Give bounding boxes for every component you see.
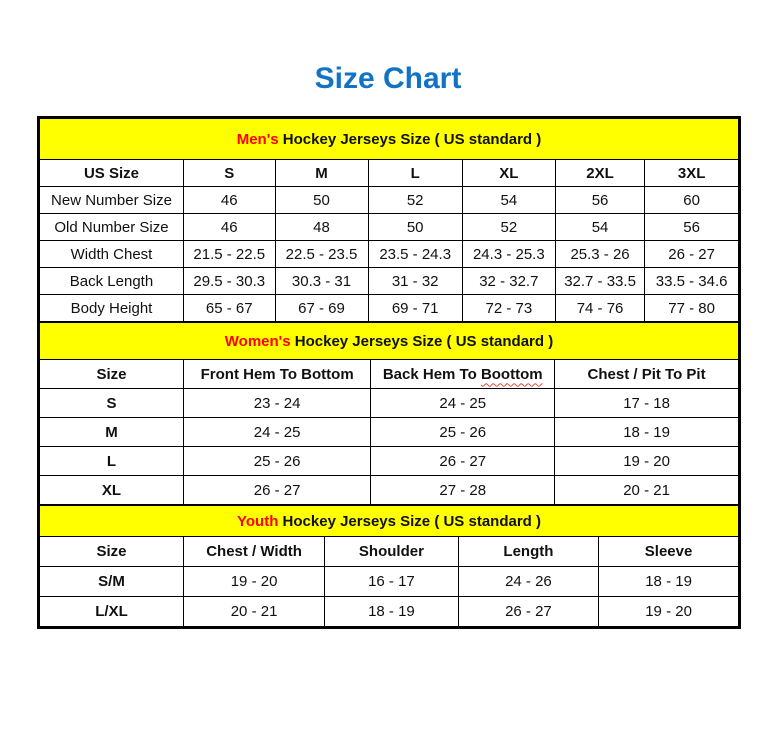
- table-row: [40, 447, 739, 476]
- data-cell: 48: [275, 214, 368, 241]
- data-cell: 18 - 19: [599, 567, 739, 597]
- column-header-cell: L: [368, 160, 462, 187]
- data-cell: 31 - 32: [368, 268, 462, 295]
- row-label-cell: XL: [40, 476, 184, 505]
- data-cell: 25 - 26: [371, 418, 555, 447]
- column-header-cell: XL: [462, 160, 555, 187]
- data-cell: 26 - 27: [458, 597, 598, 627]
- row-label-cell: Width Chest: [40, 241, 184, 268]
- data-cell: 56: [555, 187, 644, 214]
- column-header-cell: Shoulder: [325, 537, 459, 567]
- section-heading-rest: Hockey Jerseys Size ( US standard ): [278, 512, 541, 530]
- table-row: [40, 597, 739, 627]
- data-cell: 32 - 32.7: [462, 268, 555, 295]
- row-label-cell: New Number Size: [40, 187, 184, 214]
- data-cell: 19 - 20: [183, 567, 324, 597]
- table-row: [40, 567, 739, 597]
- data-cell: 52: [368, 187, 462, 214]
- table-row: [40, 389, 739, 418]
- data-cell: 29.5 - 30.3: [183, 268, 275, 295]
- data-cell: 69 - 71: [368, 295, 462, 322]
- row-label-cell: Body Height: [40, 295, 184, 322]
- data-cell: 54: [555, 214, 644, 241]
- data-cell: 32.7 - 33.5: [555, 268, 644, 295]
- column-header-cell: Size: [40, 360, 184, 389]
- row-label-cell: Back Length: [40, 268, 184, 295]
- data-cell: 65 - 67: [183, 295, 275, 322]
- data-cell: 24.3 - 25.3: [462, 241, 555, 268]
- column-header-cell: S: [183, 160, 275, 187]
- section-heading-youth: [40, 506, 739, 537]
- data-cell: 46: [183, 187, 275, 214]
- row-label-cell: Old Number Size: [40, 214, 184, 241]
- data-cell: 54: [462, 187, 555, 214]
- data-cell: 26 - 27: [371, 447, 555, 476]
- data-cell: 50: [368, 214, 462, 241]
- data-cell: 19 - 20: [555, 447, 739, 476]
- table-row: [40, 268, 739, 295]
- section-heading-rest: Hockey Jerseys Size ( US standard ): [290, 332, 554, 350]
- data-cell: 24 - 25: [371, 389, 555, 418]
- section-heading-womens: [40, 323, 739, 360]
- data-cell: 26 - 27: [645, 241, 739, 268]
- data-cell: 52: [462, 214, 555, 241]
- column-header-cell: [371, 360, 555, 389]
- data-cell: 18 - 19: [325, 597, 459, 627]
- table-row: [40, 476, 739, 505]
- section-heading-mens: [40, 119, 739, 160]
- page-title: Size Chart: [314, 62, 462, 95]
- data-cell: 25 - 26: [183, 447, 370, 476]
- table-row: [40, 187, 739, 214]
- column-header-cell: Chest / Pit To Pit: [555, 360, 739, 389]
- data-cell: 17 - 18: [555, 389, 739, 418]
- data-cell: 74 - 76: [555, 295, 644, 322]
- data-cell: 22.5 - 23.5: [275, 241, 368, 268]
- section-table-youth: [39, 505, 739, 627]
- data-cell: 77 - 80: [645, 295, 739, 322]
- column-header-cell: Sleeve: [599, 537, 739, 567]
- data-cell: 24 - 26: [458, 567, 598, 597]
- section-table-womens: [39, 322, 739, 505]
- data-cell: 20 - 21: [183, 597, 324, 627]
- data-cell: 19 - 20: [599, 597, 739, 627]
- row-label-cell: S: [40, 389, 184, 418]
- data-cell: 30.3 - 31: [275, 268, 368, 295]
- table-row: [40, 418, 739, 447]
- data-cell: 24 - 25: [183, 418, 370, 447]
- column-header-cell: Length: [458, 537, 598, 567]
- row-label-cell: L/XL: [40, 597, 184, 627]
- data-cell: 56: [645, 214, 739, 241]
- data-cell: 67 - 69: [275, 295, 368, 322]
- column-header-cell: Size: [40, 537, 184, 567]
- data-cell: 27 - 28: [371, 476, 555, 505]
- data-cell: 18 - 19: [555, 418, 739, 447]
- data-cell: 72 - 73: [462, 295, 555, 322]
- column-header-cell: Chest / Width: [183, 537, 324, 567]
- row-label-cell: L: [40, 447, 184, 476]
- page-header: [0, 60, 776, 98]
- data-cell: 26 - 27: [183, 476, 370, 505]
- data-cell: 60: [645, 187, 739, 214]
- column-header-cell: 3XL: [645, 160, 739, 187]
- data-cell: 16 - 17: [325, 567, 459, 597]
- section-heading-accent: Youth: [237, 512, 279, 530]
- data-cell: 50: [275, 187, 368, 214]
- data-cell: 20 - 21: [555, 476, 739, 505]
- section-heading-accent: Men's: [236, 130, 279, 148]
- data-cell: 25.3 - 26: [555, 241, 644, 268]
- column-header-text: Back Hem To: [382, 365, 481, 383]
- column-header-cell: US Size: [40, 160, 184, 187]
- section-heading-accent: Women's: [224, 332, 291, 350]
- data-cell: 21.5 - 22.5: [183, 241, 275, 268]
- size-chart: [37, 116, 741, 629]
- table-row: [40, 295, 739, 322]
- table-row: [40, 241, 739, 268]
- data-cell: 33.5 - 34.6: [645, 268, 739, 295]
- table-row: [40, 214, 739, 241]
- section-heading-rest: Hockey Jerseys Size ( US standard ): [278, 130, 542, 148]
- data-cell: 23 - 24: [183, 389, 370, 418]
- data-cell: 23.5 - 24.3: [368, 241, 462, 268]
- row-label-cell: M: [40, 418, 184, 447]
- column-header-cell: M: [275, 160, 368, 187]
- spellcheck-wavy-word: Boottom: [480, 365, 543, 383]
- column-header-cell: Front Hem To Bottom: [183, 360, 370, 389]
- data-cell: 46: [183, 214, 275, 241]
- column-header-cell: 2XL: [555, 160, 644, 187]
- row-label-cell: S/M: [40, 567, 184, 597]
- section-table-mens: [39, 118, 739, 322]
